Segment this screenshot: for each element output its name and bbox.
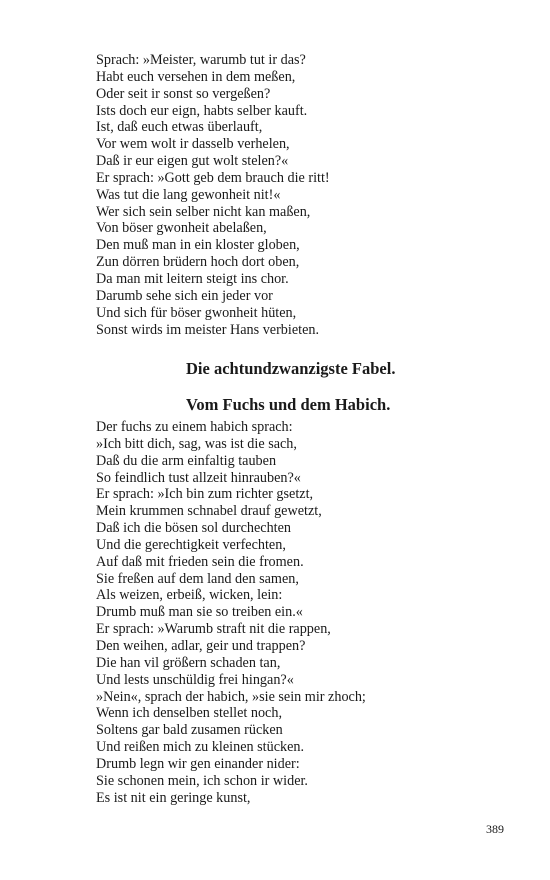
verse-line: Soltens gar bald zusamen rücken	[96, 722, 283, 739]
verse-line: »Ich bitt dich, sag, was ist die sach,	[96, 435, 297, 452]
verse-line: Und lests unschüldig frei hingan?«	[96, 671, 294, 688]
verse-line: Wer sich sein selber nicht kan maßen,	[96, 203, 311, 220]
page-number: 389	[486, 822, 504, 836]
verse-line: »Nein«, sprach der habich, »sie sein mir zhoch;	[96, 688, 366, 705]
verse-block-fable-text	[96, 419, 496, 806]
verse-line: Drumb legn wir gen einander nider:	[96, 755, 300, 772]
verse-line: Den muß man in ein kloster globen,	[96, 237, 300, 254]
verse-line: Ists doch eur eign, habts selber kauft.	[96, 102, 308, 119]
verse-line: Sie freßen auf dem land den samen,	[96, 570, 299, 587]
verse-line: Darumb sehe sich ein jeder vor	[96, 287, 273, 304]
verse-line: Ist, daß euch etwas überlauft,	[96, 119, 263, 136]
verse-line: Und die gerechtigkeit verfechten,	[96, 536, 286, 553]
verse-line: Daß ir eur eigen gut wolt stelen?«	[96, 153, 289, 170]
verse-line: Und sich für böser gwonheit hüten,	[96, 304, 297, 321]
verse-line: Sprach: »Meister, warumb tut ir das?	[96, 52, 306, 68]
verse-line: Den weihen, adlar, geir und trappen?	[96, 637, 306, 654]
verse-line: Auf daß mit frieden sein die fromen.	[96, 553, 304, 570]
verse-line: Der fuchs zu einem habich sprach:	[96, 419, 293, 435]
verse-line: Sie schonen mein, ich schon ir wider.	[96, 772, 308, 789]
verse-line: Was tut die lang gewonheit nit!«	[96, 186, 281, 203]
verse-line: Als weizen, erbeiß, wicken, lein:	[96, 587, 283, 604]
verse-line: Von böser gwonheit abelaßen,	[96, 220, 267, 237]
verse-line: Daß du die arm einfaltig tauben	[96, 452, 277, 469]
verse-line: Vor wem wolt ir dasselb verhelen,	[96, 136, 290, 153]
verse-line: Wenn ich denselben stellet noch,	[96, 705, 282, 722]
verse-line: Und reißen mich zu kleinen stücken.	[96, 739, 305, 756]
verse-line: Mein krummen schnabel drauf gewetzt,	[96, 503, 322, 520]
verse-line: Oder seit ir sonst so vergeßen?	[96, 85, 271, 102]
verse-line: Er sprach: »Ich bin zum richter gsetzt,	[96, 486, 314, 503]
verse-line: Drumb muß man sie so treiben ein.«	[96, 604, 303, 621]
verse-line: Da man mit leitern steigt ins chor.	[96, 270, 289, 287]
verse-block-end-of-previous-fable	[96, 52, 496, 338]
verse-line: Er sprach: »Warumb straft nit die rappen,	[96, 621, 331, 638]
verse-line: Sonst wirds im meister Hans verbieten.	[96, 321, 320, 338]
verse-line: Zun dörren brüdern hoch dort oben,	[96, 254, 300, 271]
verse-line: Es ist nit ein geringe kunst,	[96, 789, 251, 806]
fable-number-heading: Die achtundzwanzigste Fabel.	[186, 359, 396, 378]
verse-line: Er sprach: »Gott geb dem brauch die ritt!	[96, 169, 330, 186]
verse-line: So feindlich tust allzeit hinrauben?«	[96, 469, 301, 486]
fable-title-heading: Vom Fuchs und dem Habich.	[186, 395, 391, 414]
verse-line: Daß ich die bösen sol durchechten	[96, 520, 292, 537]
verse-line: Die han vil größern schaden tan,	[96, 654, 281, 671]
verse-line: Habt euch versehen in dem meßen,	[96, 68, 296, 85]
